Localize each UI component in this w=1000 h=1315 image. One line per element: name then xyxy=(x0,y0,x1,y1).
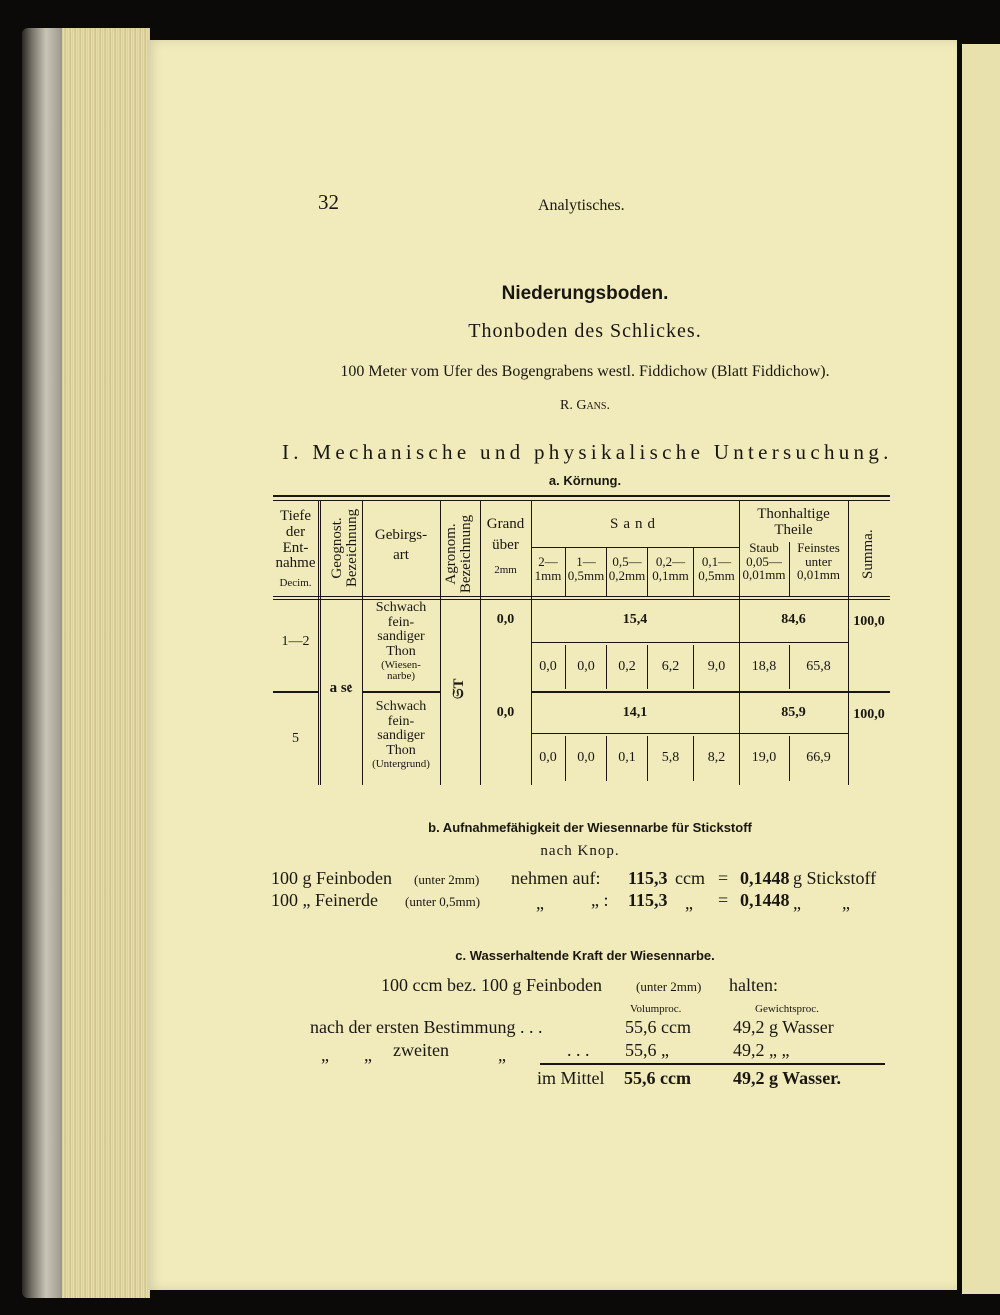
row2-sand-3: 0,1 xyxy=(618,750,636,765)
koernung-table xyxy=(273,495,890,785)
header-sand-3: 0,5— 0,2mm xyxy=(608,554,646,583)
row1-feinstes: 65,8 xyxy=(806,659,831,674)
row1-thon-total: 84,6 xyxy=(781,612,806,627)
section-1-heading: I. Mechanische und physikalische Untersuchung. xyxy=(282,440,893,464)
row-mittel-label: im Mittel xyxy=(537,1068,605,1088)
row1-summa: 100,0 xyxy=(853,614,885,629)
next-page-edge xyxy=(962,44,1000,1294)
row1-sand-1: 0,0 xyxy=(539,659,557,674)
header-thon: Thonhaltige Theile xyxy=(757,506,830,538)
row2-summa: 100,0 xyxy=(853,707,885,722)
running-title: Analytisches. xyxy=(538,197,625,214)
row1-grand: 0,0 xyxy=(496,612,515,627)
agronom-symbol: 𝔖T xyxy=(451,678,467,699)
row2-sand-total: 14,1 xyxy=(622,705,648,720)
location-line: 100 Meter vom Ufer des Bogengrabens westl. Fiddichow (Blatt Fiddichow). xyxy=(340,363,830,380)
row1-sand-4: 6,2 xyxy=(661,659,680,674)
col-header-gew: Gewichtsproc. xyxy=(755,1003,819,1015)
page-edges xyxy=(62,28,150,1298)
author: R. Gans. xyxy=(560,398,610,413)
row1-gebirgsart: Schwach fein- sandiger Thon (Wiesen- narbe) xyxy=(375,600,427,683)
sum-rule xyxy=(540,1063,885,1065)
row2-sand-2: 0,0 xyxy=(577,750,595,765)
row2-sand-1: 0,0 xyxy=(539,750,557,765)
header-sand-1: 2— 1mm xyxy=(534,554,562,583)
header-sand: Sand xyxy=(610,516,660,532)
header-sand-5: 0,1— 0,5mm xyxy=(698,554,735,583)
row2-sand-5: 8,2 xyxy=(707,750,726,765)
header-tiefe-unit: Decim. xyxy=(279,577,312,589)
row-mittel-vol: 55,6 ccm xyxy=(624,1068,691,1088)
row1-sand-total: 15,4 xyxy=(622,612,648,627)
row1-staub: 18,8 xyxy=(751,659,777,674)
page-number: 32 xyxy=(318,190,339,214)
row2-staub: 19,0 xyxy=(751,750,777,765)
row-erste-vol: 55,6 ccm xyxy=(625,1017,691,1037)
row2-sand-4: 5,8 xyxy=(661,750,680,765)
row2-feinstes: 66,9 xyxy=(806,750,831,765)
header-grand: Grand über xyxy=(486,516,525,553)
row1-sand-3: 0,2 xyxy=(618,659,636,674)
col-header-vol: Volumproc. xyxy=(630,1003,682,1015)
row-erste-gew: 49,2 g Wasser xyxy=(733,1017,834,1037)
section-b-sub: nach Knop. xyxy=(540,843,620,859)
row-zweite-gew: 49,2 „ „ xyxy=(733,1040,790,1060)
header-staub: Staub 0,05— 0,01mm xyxy=(742,540,786,583)
row1-tiefe: 1—2 xyxy=(281,634,310,649)
row2-gebirgsart: Schwach fein- sandiger Thon (Untergrund) xyxy=(372,699,430,770)
row2-tiefe: 5 xyxy=(292,731,299,746)
row-zweite-vol: 55,6 „ xyxy=(625,1040,669,1060)
row-erste-label: nach der ersten Bestimmung . . . xyxy=(310,1017,543,1037)
section-b-heading: b. Aufnahmefähigkeit der Wiesennarbe für Stickstoff xyxy=(428,820,752,835)
row-mittel-gew: 49,2 g Wasser. xyxy=(733,1068,842,1088)
row1-sand-2: 0,0 xyxy=(577,659,595,674)
row2-thon-total: 85,9 xyxy=(781,705,806,720)
row2-grand: 0,0 xyxy=(496,705,515,720)
section-1-subheading: a. Körnung. xyxy=(548,473,622,488)
section-c-heading: c. Wasserhaltende Kraft der Wiesennarbe. xyxy=(455,948,715,963)
header-sand-4: 0,2— 0,1mm xyxy=(652,554,689,583)
row1-sand-5: 9,0 xyxy=(707,659,726,674)
header-summa: Summa. xyxy=(860,529,876,579)
main-title: Niederungsboden. xyxy=(501,283,669,304)
header-tiefe: Tiefe der Ent- nahme xyxy=(275,508,316,572)
header-geognost: Geognost. Bezeichnung xyxy=(329,508,360,588)
header-grand-unit: 2mm xyxy=(494,564,517,576)
header-gebirgsart: Gebirgs- art xyxy=(374,527,428,563)
header-sand-2: 1— 0,5mm xyxy=(567,554,605,583)
geognost-symbol: a s𝔢 xyxy=(329,680,353,696)
sub-title: Thonboden des Schlickes. xyxy=(468,320,702,342)
header-feinstes: Feinstes unter 0,01mm xyxy=(797,540,840,583)
header-agronom: Agronom. Bezeichnung xyxy=(443,514,474,594)
